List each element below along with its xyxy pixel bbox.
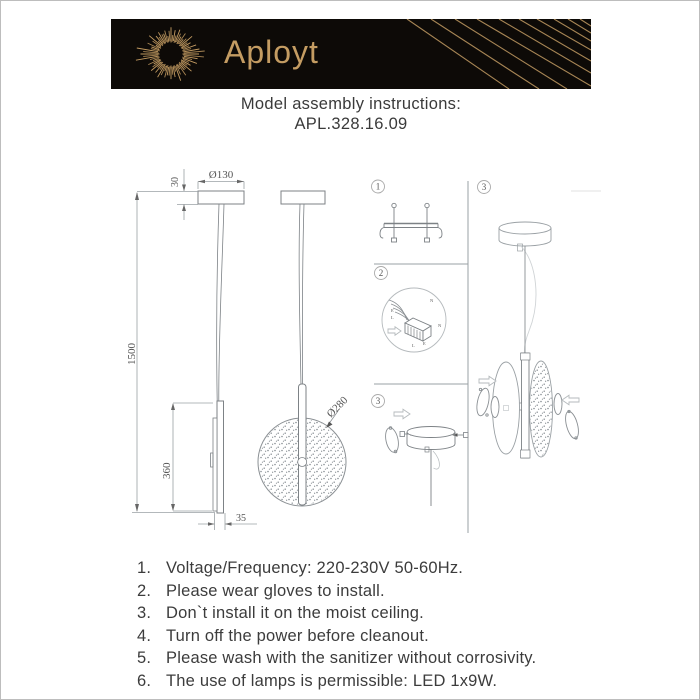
panel-dividers bbox=[374, 181, 601, 533]
instruction-item bbox=[137, 580, 597, 603]
dim-total-height bbox=[132, 192, 215, 513]
dim-label-30: 30 bbox=[170, 177, 181, 187]
item-text: The use of lamps is permissible: LED 1x9W. bbox=[166, 671, 498, 690]
step-3-badge: 3 bbox=[375, 396, 381, 406]
dim-label-130: Ø130 bbox=[208, 169, 234, 181]
dim-canopy-diameter bbox=[198, 180, 244, 189]
brand-name: Aployt bbox=[224, 34, 319, 70]
arrow-right-icon bbox=[562, 395, 579, 405]
dim-label-35: 35 bbox=[236, 513, 246, 524]
instruction-list bbox=[137, 557, 597, 692]
dim-label-360: 360 bbox=[161, 462, 173, 479]
item-text: Don`t install it on the moist ceiling. bbox=[166, 604, 424, 622]
disk-speckled bbox=[530, 361, 553, 457]
instruction-item bbox=[137, 625, 597, 648]
instruction-item bbox=[137, 647, 597, 670]
label-l-bottom: L bbox=[412, 343, 415, 348]
panel-3-canopy-mount bbox=[384, 409, 468, 506]
dim-lamp-width bbox=[198, 513, 257, 530]
assembly-view bbox=[475, 222, 581, 458]
label-e-bottom: E bbox=[423, 341, 426, 346]
dim-label-1500: 1500 bbox=[126, 343, 138, 365]
step-1-badge: 1 bbox=[375, 181, 381, 192]
item-number: 4. bbox=[137, 626, 152, 645]
screw-right bbox=[425, 203, 430, 242]
instruction-item bbox=[137, 670, 597, 693]
item-number: 3. bbox=[137, 604, 152, 622]
panel-1-bracket bbox=[380, 203, 442, 242]
label-n-top: N bbox=[430, 298, 434, 303]
item-text: Please wear gloves to install. bbox=[166, 581, 385, 600]
instruction-item bbox=[137, 557, 597, 580]
front-view bbox=[258, 191, 346, 506]
label-e-left: E bbox=[391, 308, 394, 313]
step-3-right-badge: 3 bbox=[481, 182, 487, 192]
step-badges bbox=[372, 180, 491, 408]
item-number: 5. bbox=[137, 649, 152, 667]
dim-canopy-height bbox=[177, 169, 198, 220]
step-2-badge: 2 bbox=[378, 268, 384, 278]
screw-left bbox=[392, 203, 397, 242]
label-l-left: L bbox=[391, 315, 394, 320]
side-view bbox=[198, 191, 244, 513]
item-number: 1. bbox=[137, 559, 152, 577]
dim-lamp-height bbox=[171, 403, 213, 511]
item-text: Voltage/Frequency: 220-230V 50-60Hz. bbox=[166, 559, 464, 577]
item-number: 6. bbox=[137, 671, 152, 690]
dim-label-280: Ø280 bbox=[324, 394, 351, 421]
item-text: Turn off the power before cleanout. bbox=[166, 626, 429, 645]
item-text: Please wash with the sanitizer without corrosivity. bbox=[166, 649, 537, 667]
item-number: 2. bbox=[137, 581, 152, 600]
label-n-right: N bbox=[438, 323, 442, 328]
instruction-item bbox=[137, 602, 597, 625]
model-number: APL.328.16.09 bbox=[294, 115, 408, 133]
canopy-cup bbox=[407, 427, 455, 453]
arrow-left-icon bbox=[479, 376, 496, 386]
page-title: Model assembly instructions: bbox=[240, 95, 462, 113]
